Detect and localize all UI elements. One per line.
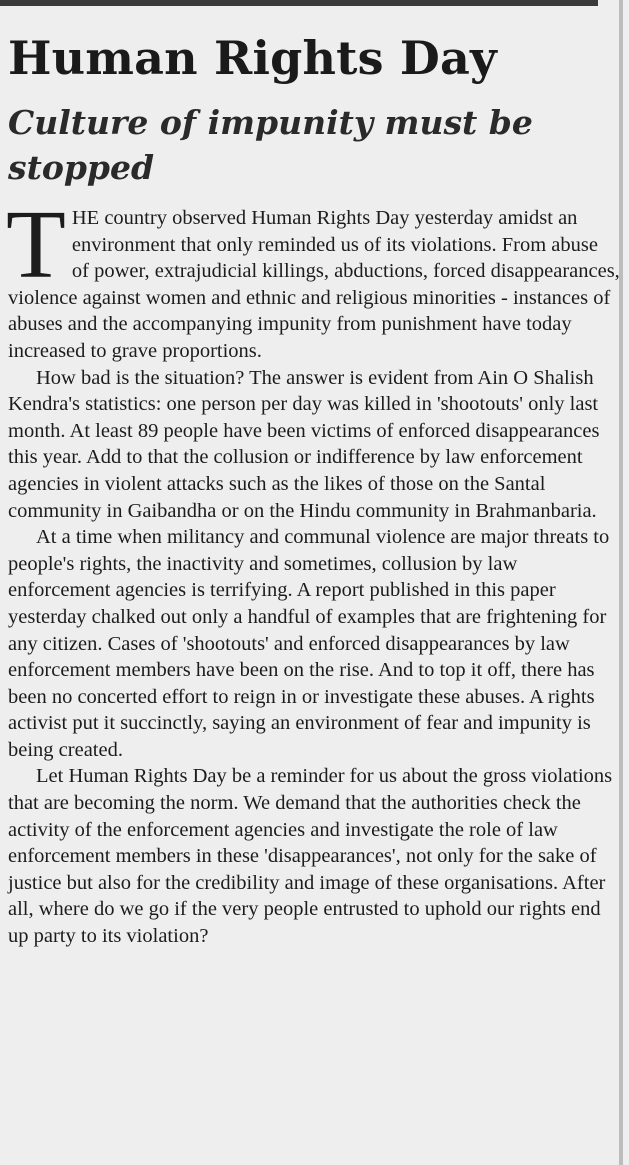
subheadline: Culture of impunity must be stopped xyxy=(8,103,533,187)
top-rule xyxy=(0,0,598,6)
paragraph-3: At a time when militancy and communal violence are major threats to people's rights, the inactivity and sometimes, collusion by law enforcement agencies is terrifying. A report published in this paper yesterday chalked out only a handful of examples that are frightening for any citizen. Cases of 'shootouts' and enforced disappearances by law enforcement members have been on the rise. And to top it off, there has been no concerted effort to reign in or investigate these abuses. A rights activist put it succinctly, saying an environment of fear and impunity is being created. xyxy=(8,526,610,761)
paragraph-1-text: HE country observed Human Rights Day yesterday amidst an environment that only reminded us of its violations. From abuse of power, extrajudicial killings, abductions, forced disappearances, violence against women and ethnic and religious minorities - instances of abuses and the accompanying impunity from punishment have today increased to grave proportions. xyxy=(8,207,620,362)
headline: Human Rights Day xyxy=(8,31,497,85)
paragraph-2: How bad is the situation? The answer is evident from Ain O Shalish Kendra's statistics: one person per day was killed in 'shootouts' only last month. At least 89 people have been victims of enforced disappearances this year. Add to that the collusion or indifference by law enforcement agencies in violent attacks such as the likes of those on the Santal community in Gaibandha or on the Hindu community in Brahmanbaria. xyxy=(8,366,600,522)
paragraph-4: Let Human Rights Day be a reminder for us about the gross violations that are becoming the norm. We demand that the authorities check the activity of the enforcement agencies and investigate the role of law enforcement members in these 'disappearances', not only for the sake of justice but also for the credibility and image of these organisations. After all, where do we go if the very people entrusted to uphold our rights end up party to its violation? xyxy=(8,765,613,948)
paragraph-1 xyxy=(6,191,620,365)
drop-cap: T xyxy=(6,191,66,299)
article-body xyxy=(6,191,620,950)
